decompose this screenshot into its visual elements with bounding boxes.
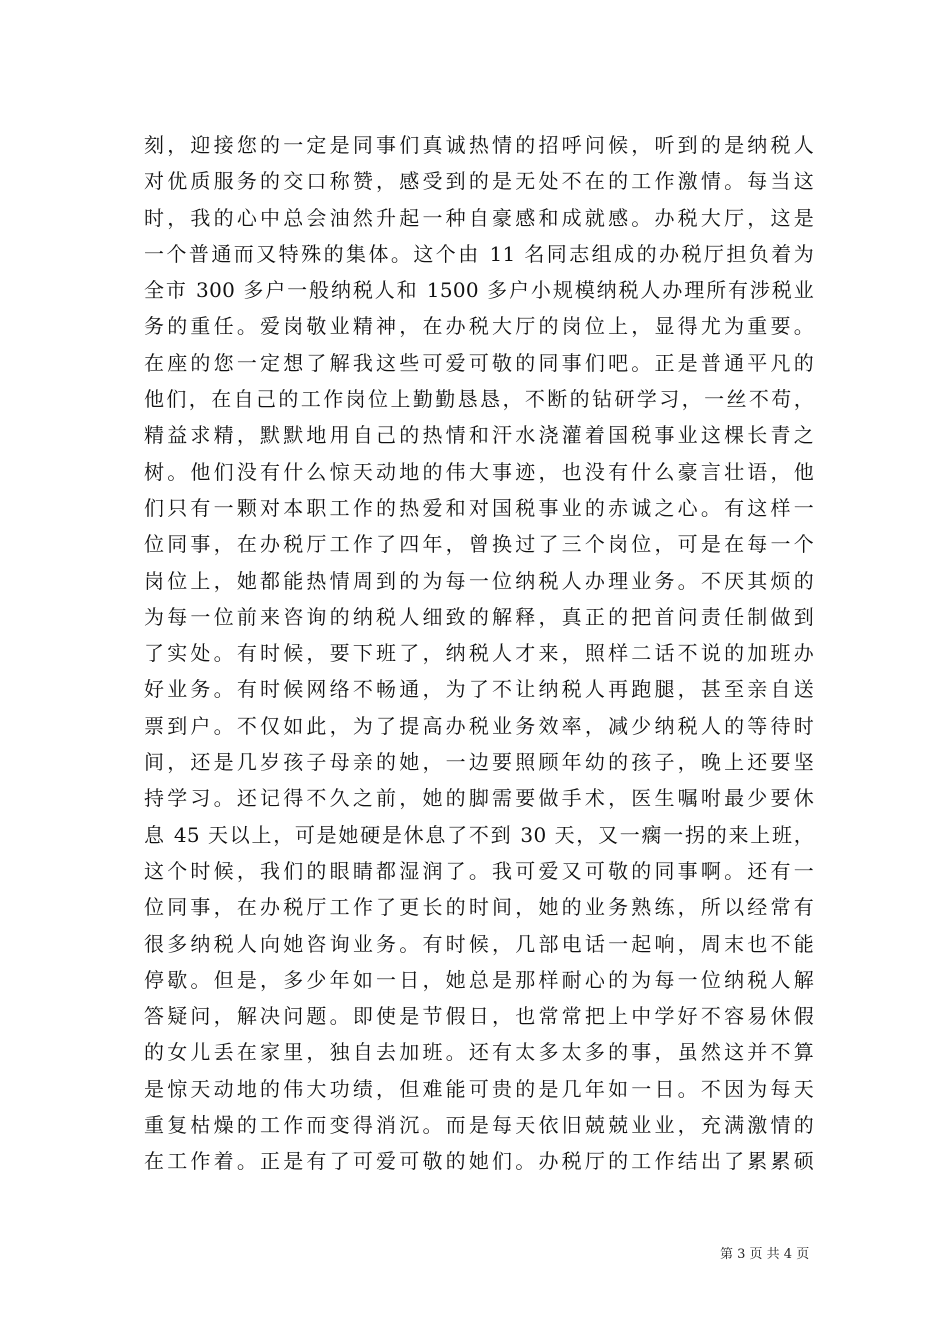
text-line: 的女儿丢在家里，独自去加班。还有太多太多的事，虽然这并不算 [144, 1040, 814, 1065]
text-line: 在座的您一定想了解我这些可爱可敬的同事们吧。正是普通平凡的 [144, 350, 814, 375]
text-line: 们只有一颗对本职工作的热爱和对国税事业的赤诚之心。有这样一 [144, 495, 814, 520]
text-line: 务的重任。爱岗敬业精神，在办税大厅的岗位上，显得尤为重要。 [144, 314, 814, 339]
text-line: 是惊天动地的伟大功绩，但难能可贵的是几年如一日。不因为每天 [144, 1076, 814, 1101]
body-text [144, 127, 814, 1180]
text-line: 全市 300 多户一般纳税人和 1500 多户小规模纳税人办理所有涉税业 [144, 278, 814, 303]
text-line: 重复枯燥的工作而变得消沉。而是每天依旧兢兢业业，充满激情的 [144, 1113, 814, 1138]
text-line: 他们，在自己的工作岗位上勤勤恳恳，不断的钻研学习，一丝不苟， [144, 387, 814, 412]
text-line: 一个普通而又特殊的集体。这个由 11 名同志组成的办税厅担负着为 [144, 241, 814, 266]
text-line: 位同事，在办税厅工作了四年，曾换过了三个岗位，可是在每一个 [144, 532, 814, 557]
text-line: 停歇。但是，多少年如一日，她总是那样耐心的为每一位纳税人解 [144, 967, 814, 992]
text-line: 对优质服务的交口称赞，感受到的是无处不在的工作激情。每当这 [144, 169, 814, 194]
text-line: 刻，迎接您的一定是同事们真诚热情的招呼问候，听到的是纳税人 [144, 133, 814, 157]
text-line: 岗位上，她都能热情周到的为每一位纳税人办理业务。不厌其烦的 [144, 568, 814, 593]
text-line: 这个时候，我们的眼睛都湿润了。我可爱又可敬的同事啊。还有一 [144, 858, 814, 883]
text-line: 精益求精，默默地用自己的热情和汗水浇灌着国税事业这棵长青之 [144, 423, 814, 448]
text-line: 好业务。有时候网络不畅通，为了不让纳税人再跑腿，甚至亲自送 [144, 677, 814, 702]
text-line: 持学习。还记得不久之前，她的脚需要做手术，医生嘱咐最少要休 [144, 786, 814, 811]
text-line: 票到户。不仅如此，为了提高办税业务效率，减少纳税人的等待时 [144, 713, 814, 738]
text-line: 答疑问，解决问题。即使是节假日，也常常把上中学好不容易休假 [144, 1004, 814, 1029]
text-line: 了实处。有时候，要下班了，纳税人才来，照样二话不说的加班办 [144, 641, 814, 666]
text-line: 在工作着。正是有了可爱可敬的她们。办税厅的工作结出了累累硕 [144, 1149, 814, 1174]
text-line: 树。他们没有什么惊天动地的伟大事迹，也没有什么豪言壮语，他 [144, 459, 814, 484]
page-footer: 第 3 页 共 4 页 [720, 1247, 810, 1262]
text-line: 间，还是几岁孩子母亲的她，一边要照顾年幼的孩子，晚上还要坚 [144, 750, 814, 775]
text-line: 时，我的心中总会油然升起一种自豪感和成就感。办税大厅，这是 [144, 205, 814, 230]
text-line: 为每一位前来咨询的纳税人细致的解释，真正的把首问责任制做到 [144, 604, 814, 629]
text-line: 很多纳税人向她咨询业务。有时候，几部电话一起响，周末也不能 [144, 931, 814, 956]
text-line: 息 45 天以上，可是她硬是休息了不到 30 天，又一瘸一拐的来上班， [144, 822, 814, 847]
text-line: 位同事，在办税厅工作了更长的时间，她的业务熟练，所以经常有 [144, 895, 814, 920]
